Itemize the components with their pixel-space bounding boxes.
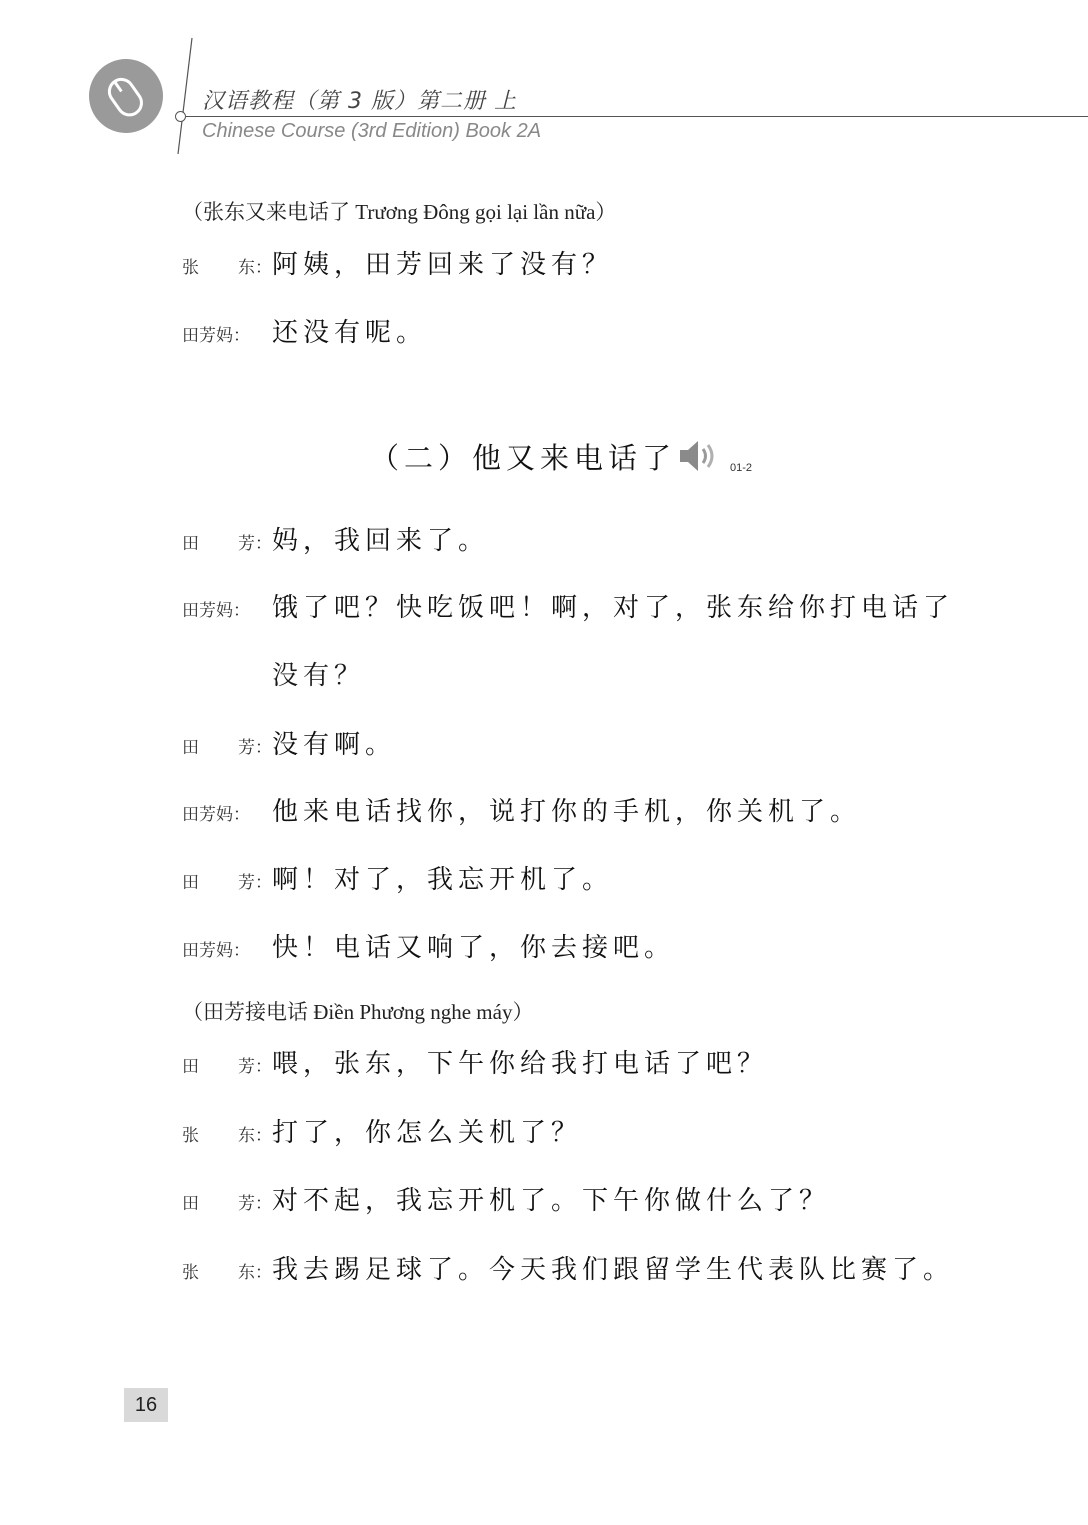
speaker-label: 张 东： <box>182 258 272 278</box>
speaker-label: 田芳妈： <box>182 601 250 621</box>
dialogue-line <box>182 312 427 349</box>
utterance: 对不起，我忘开机了。下午你做什么了？ <box>272 1186 831 1216</box>
page-number: 16 <box>124 1388 168 1422</box>
dialogue-line <box>182 587 954 624</box>
speaker-label: 张 东： <box>182 1263 272 1283</box>
dialogue-line <box>182 791 861 828</box>
header-rule <box>186 116 1088 117</box>
header-rule-dot <box>175 111 186 122</box>
audio-track-label: 01-2 <box>730 462 753 474</box>
speaker-label: 张 东： <box>182 1126 272 1146</box>
speaker-label: 田芳妈： <box>182 941 250 961</box>
dialogue-line <box>182 1043 768 1080</box>
utterance-continuation: 没有？ <box>272 661 366 691</box>
utterance: 没有啊。 <box>272 730 397 760</box>
utterance: 我去踢足球了。今天我们跟留学生代表队比赛了。 <box>272 1255 955 1285</box>
scene-note: （张东又来电话了 Trương Đông gọi lại lần nữa） <box>182 200 617 224</box>
utterance: 还没有呢。 <box>272 318 428 348</box>
speaker-label: 田 芳： <box>182 873 272 893</box>
utterance: 他来电话找你，说打你的手机，你关机了。 <box>272 797 862 827</box>
header-divider <box>170 36 200 156</box>
utterance: 饿了吧？快吃饭吧！啊，对了，张东给你打电话了 <box>272 593 955 623</box>
utterance: 阿姨，田芳回来了没有？ <box>272 250 614 280</box>
speaker-label: 田 芳： <box>182 1194 272 1214</box>
dialogue-line <box>182 1112 582 1149</box>
utterance: 妈，我回来了。 <box>272 526 490 556</box>
dialogue-line <box>182 1180 830 1217</box>
section-title: （二）他又来电话了 <box>370 441 677 475</box>
dialogue-line <box>182 520 489 557</box>
speaker-icon[interactable] <box>676 438 720 474</box>
speaker-label: 田芳妈： <box>182 805 250 825</box>
scene-note: （田芳接电话 Điền Phương nghe máy） <box>182 1000 534 1024</box>
speaker-label: 田 芳： <box>182 534 272 554</box>
book-title-cn: 汉语教程（第 3 版）第二册 上 <box>202 89 517 114</box>
utterance: 啊！对了，我忘开机了。 <box>272 865 614 895</box>
utterance: 喂，张东，下午你给我打电话了吧？ <box>272 1049 769 1079</box>
mouse-icon <box>88 58 164 134</box>
dialogue-line <box>182 244 613 281</box>
dialogue-line <box>182 859 613 896</box>
utterance: 快！电话又响了，你去接吧。 <box>272 933 676 963</box>
utterance: 打了，你怎么关机了？ <box>272 1118 583 1148</box>
speaker-label: 田 芳： <box>182 738 272 758</box>
book-title-en: Chinese Course (3rd Edition) Book 2A <box>202 120 542 142</box>
dialogue-line <box>182 724 396 761</box>
dialogue-line <box>182 927 675 964</box>
speaker-label: 田芳妈： <box>182 326 250 346</box>
speaker-label: 田 芳： <box>182 1057 272 1077</box>
dialogue-line <box>182 1249 954 1286</box>
